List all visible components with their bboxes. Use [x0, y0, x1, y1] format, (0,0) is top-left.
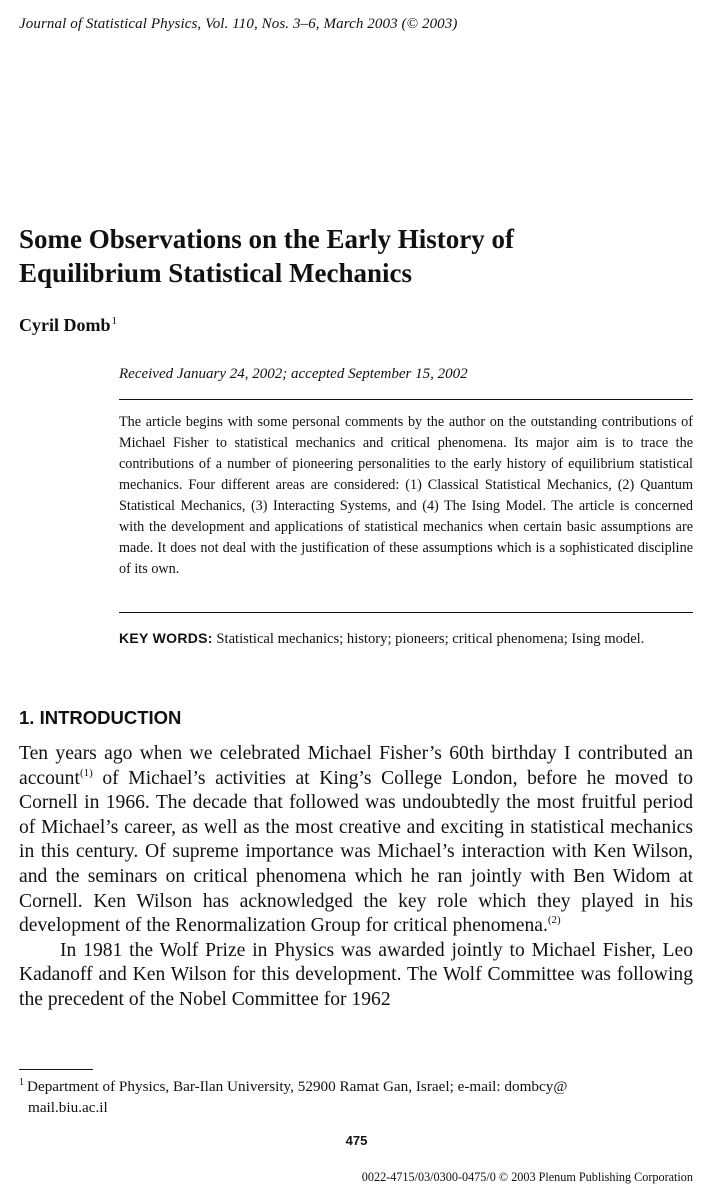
footnote-rule [19, 1069, 93, 1070]
citation-ref-1[interactable]: (1) [79, 766, 93, 779]
citation-ref-2[interactable]: (2) [547, 914, 561, 927]
keywords [119, 628, 693, 651]
abstract-top-rule [119, 399, 693, 400]
paragraph-1 [19, 742, 693, 939]
paragraph-2: In 1981 the Wolf Prize in Physics was awarded jointly to Michael Fisher, Leo Kadanoff and Ken Wilson for this development. The Wolf Committee was following the precedent of the Nobel Committee for 1962 [19, 939, 693, 1010]
keywords-label: KEY WORDS: [119, 630, 213, 646]
author-name: Cyril Domb [19, 315, 111, 335]
introduction-body [19, 742, 693, 1013]
article-title [19, 222, 659, 290]
footnote-mark: 1 [19, 1077, 24, 1088]
footnote [19, 1076, 693, 1118]
author [19, 315, 117, 336]
received-dates: Received January 24, 2002; accepted September 15, 2002 [119, 366, 468, 382]
paragraph-1-text-b: of Michael’s activities at King’s College London, before he moved to Cornell in 1966. The decade that followed was undoubtedly the most fruitful period of Michael’s career, as well as the most creative and exciting in statistical mechanics in this century. Of supreme importance was Michael’s interaction with Ken Wilson, and the seminars on critical phenomena which he ran jointly with Ben Widom at Cornell. Ken Wilson has acknowledged the key role which they played in his development of the Renormalization Group for critical phenomena. [19, 767, 693, 937]
abstract: The article begins with some personal comments by the author on the outstanding contributions of Michael Fisher to statistical mechanics and critical phenomena. Its major aim is to trace the contributions of a number of pioneering personalities to the early history of equilibrium statistical mechanics. Four different areas are considered: (1) Classical Statistical Mechanics, (2) Quantum Statistical Mechanics, (3) Interacting Systems, and (4) The Ising Model. The article is concerned with the development and applications of statistical mechanics when certain basic assumptions are made. It does not deal with the justification of these assumptions which is a sophisticated discipline of its own. [119, 414, 693, 577]
footnote-line-1: Department of Physics, Bar-Ilan University, 52900 Ramat Gan, Israel; e-mail: dombcy@ [27, 1078, 568, 1095]
footnote-line-2: mail.biu.ac.il [28, 1099, 108, 1116]
author-footnote-mark: 1 [111, 315, 117, 327]
abstract-bottom-rule [119, 612, 693, 613]
keywords-text: Statistical mechanics; history; pioneers; critical phenomena; Ising model. [216, 631, 645, 647]
page-number: 475 [345, 1133, 368, 1148]
section-heading-introduction: 1. INTRODUCTION [19, 707, 182, 728]
journal-header: Journal of Statistical Physics, Vol. 110, Nos. 3–6, March 2003 (© 2003) [19, 16, 458, 32]
title-line-1: Some Observations on the Early History of [19, 224, 514, 254]
paragraph-1-text-a: Ten years ago when we celebrated Michael Fisher’s 60th birthday I contributed an account [19, 743, 693, 789]
copyright-line: 0022-4715/03/0300-0475/0 © 2003 Plenum Publishing Corporation [361, 1170, 693, 1184]
title-line-2: Equilibrium Statistical Mechanics [19, 258, 413, 288]
